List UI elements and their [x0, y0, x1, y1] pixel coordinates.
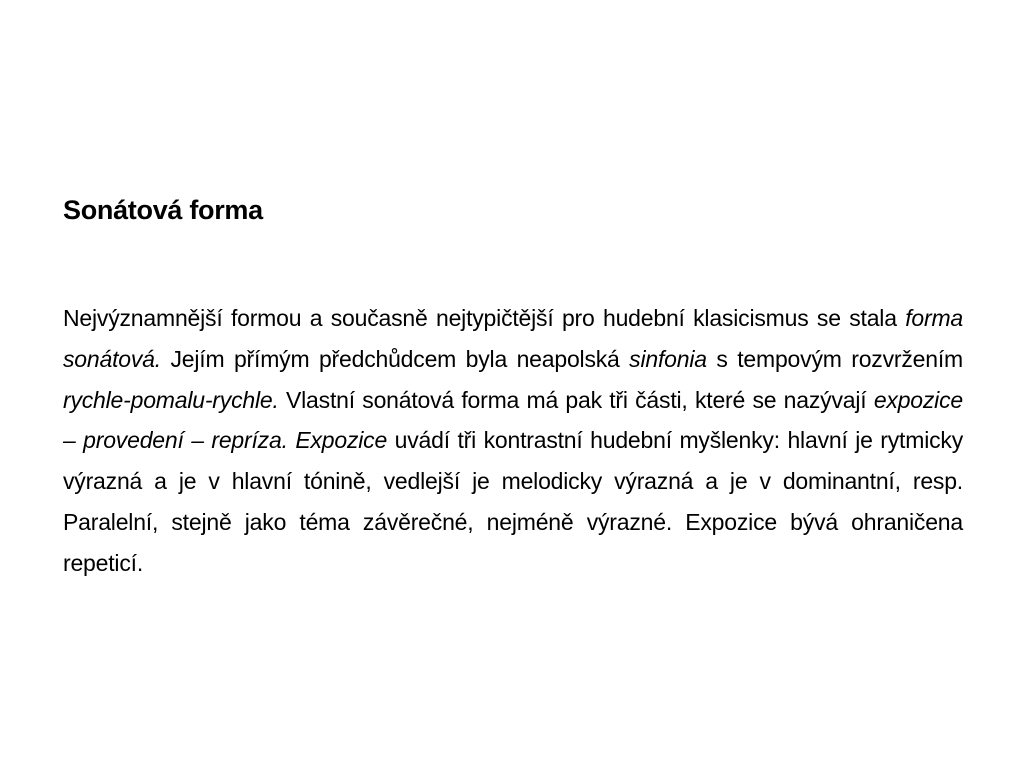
italic-term: expozice – provedení – repríza. Expozice: [63, 386, 963, 454]
text-run: Jejím přímým předchůdcem byla neapolská: [160, 345, 630, 372]
text-run: uvádí tři kontrastní hudební myšlenky: hlavní je rytmicky výrazná a je v hlavní tónině, vedlejší je melodicky výrazná a je v dominantní, resp. Paralelní, stejně jako téma závěrečné, nejméně výrazné. Expozice bývá ohraničena repeticí.: [63, 427, 963, 576]
text-run: Vlastní sonátová forma má pak tři části, které se nazývají: [278, 386, 874, 413]
slide-title: Sonátová forma: [63, 195, 263, 225]
body-paragraph: [63, 298, 963, 584]
italic-term: rychle-pomalu-rychle.: [63, 386, 279, 413]
italic-term: sinfonia: [629, 345, 707, 372]
text-run: Nejvýznamnější formou a současně nejtypičtější pro hudební klasicismus se stala: [63, 305, 906, 331]
text-run: s tempovým rozvržením: [706, 345, 963, 372]
italic-term: forma sonátová.: [63, 305, 963, 372]
